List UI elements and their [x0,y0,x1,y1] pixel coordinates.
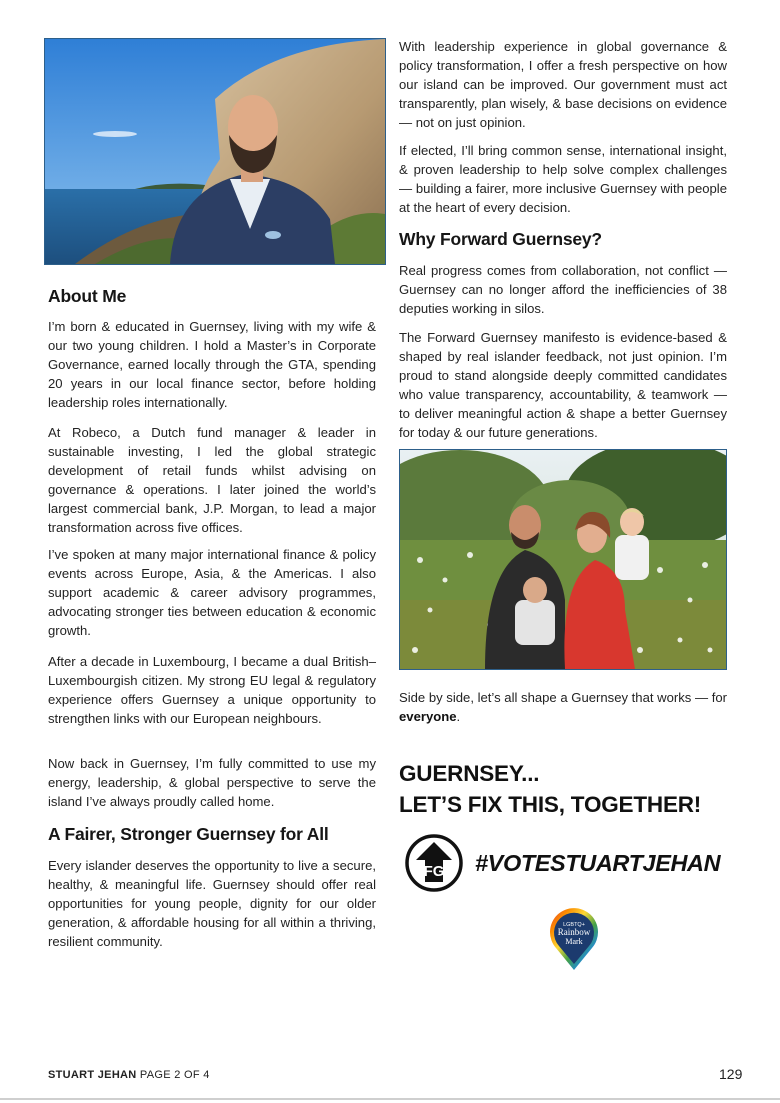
footer-author [48,1069,210,1081]
fg-arrow-icon [405,834,463,892]
footer-name: STUART JEHAN [48,1069,137,1081]
closing-emphasis: everyone [399,709,457,724]
fg-logo-text: FG [423,863,445,880]
family-photo [399,449,727,670]
closing-end: . [456,709,461,724]
about-paragraph: After a decade in Luxembourg, I became a dual British–Luxembourgish citizen. My strong EU legal & regulatory experience offers Guernsey a unique opportunity to strengthen links with our European neighbours. [48,654,376,726]
why-paragraph: The Forward Guernsey manifesto is evidence-based & shaped by real islander feedback, not just opinion. I’m proud to stand alongside deeply committed candidates who value transparency, accountability, & teamwork — to deliver meaningful action & shape a better Guernsey for today & our future generations. [399,330,727,440]
slogan [399,758,701,820]
fairer-heading: A Fairer, Stronger Guernsey for All [48,824,329,844]
footer-page: PAGE 2 OF 4 [139,1069,210,1081]
rainbow-mark-line-3: Mark [565,937,583,946]
about-paragraph: I’ve spoken at many major international finance & policy events across Europe, Asia, & the Americas. I also support academic & career advisory programmes, advocating stronger ties between education & economic growth. [48,547,376,638]
why-heading: Why Forward Guernsey? [399,229,602,249]
slogan-line-2: LET’S FIX THIS, TOGETHER! [399,792,702,817]
about-paragraph: I’m born & educated in Guernsey, living with my wife & our two young children. I hold a Master’s in Corporate Governance, earned locally through the GTA, spending 20 years in our local finance sector, before holding leadership roles internationally. [48,319,376,410]
about-paragraph: At Robeco, a Dutch fund manager & leader in sustainable investing, I led the global strategic development of retail funds whilst advising on governance & operations. I later joined the world’s largest commercial bank, J.P. Morgan, to lead a major transformation across five offices. [48,425,376,535]
page-edge-divider [0,1098,780,1100]
closing-statement [399,688,739,726]
about-heading: About Me [48,286,127,306]
closing-text: Side by side, let’s all shape a Guernsey that works — for [399,690,727,705]
rainbow-mark-line-1: LGBTQ+ [563,922,585,928]
portrait-photo-image [45,39,385,264]
intro-paragraph: With leadership experience in global governance & policy transformation, I offer a fresh perspective on how our island can be improved. Our government must act transparently, plan wisely, & base decisions on evidence — not on just opinion. [399,39,727,130]
rainbow-mark-badge [546,904,602,972]
family-photo-image [400,450,726,669]
slogan-line-1: GUERNSEY... [399,761,540,786]
about-paragraph: Now back in Guernsey, I’m fully committed to use my energy, leadership, & global perspective to serve the island I’ve always proudly called home. [48,756,376,809]
forward-guernsey-logo [405,834,463,892]
why-paragraph: Real progress comes from collaboration, not conflict — Guernsey can no longer afford the inefficiencies of 38 deputies working in silos. [399,263,727,316]
intro-paragraph: If elected, I’ll bring common sense, international insight, & proven leadership to help solve complex challenges — building a fairer, more inclusive Guernsey with people at the heart of every decision. [399,143,727,215]
portrait-photo [44,38,386,265]
campaign-hashtag: #VOTESTUARTJEHAN [475,850,721,876]
rainbow-mark-line-2: Rainbow [557,927,591,937]
fairer-paragraph: Every islander deserves the opportunity to live a secure, healthy, & meaningful life. Guernsey should offer real opportunities for young people, dignity for our older generation, & affordable housing for all within a thriving, resilient community. [48,858,376,949]
page-number: 129 [719,1066,743,1082]
rainbow-mark-icon [546,904,602,972]
